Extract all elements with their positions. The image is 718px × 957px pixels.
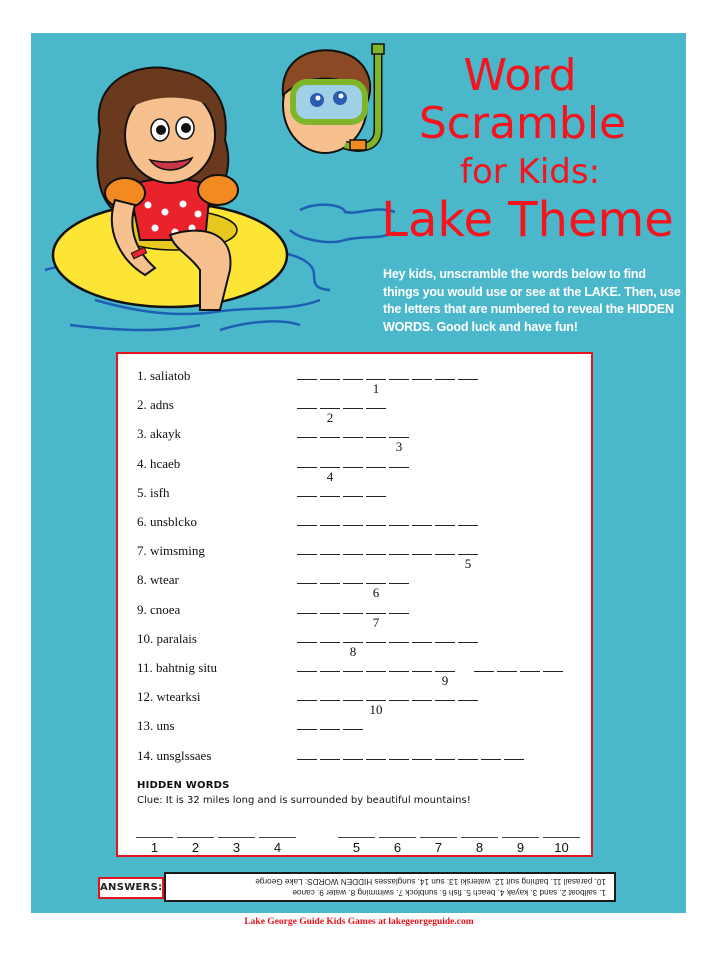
answer-blank[interactable]	[458, 700, 478, 701]
answer-blank[interactable]	[366, 613, 386, 614]
answers-line-1: 1. sailboat 2. sand 3. kayak 4. beach 5. fish 6. sunblock 7. swimming 8. water 9. canoe	[292, 888, 606, 897]
answer-blank[interactable]	[389, 467, 409, 468]
answer-blank[interactable]	[343, 467, 363, 468]
hidden-letter-number: 5	[352, 840, 361, 855]
answer-blank[interactable]	[343, 496, 363, 497]
hidden-words-title: HIDDEN WORDS	[137, 780, 230, 791]
answer-blank[interactable]	[412, 700, 432, 701]
answer-blank[interactable]	[497, 671, 517, 672]
letter-index-number: 1	[372, 381, 380, 396]
answer-blank[interactable]	[389, 379, 409, 380]
hidden-letter-blank[interactable]	[543, 837, 580, 838]
answer-blank[interactable]	[458, 554, 478, 555]
answer-blank[interactable]	[320, 583, 340, 584]
answer-blank[interactable]	[320, 379, 340, 380]
title-lake-theme: Lake Theme	[381, 192, 674, 248]
answer-blank[interactable]	[389, 759, 409, 760]
answer-blank[interactable]	[389, 554, 409, 555]
answer-blank[interactable]	[320, 613, 340, 614]
answer-blank[interactable]	[366, 759, 386, 760]
answer-blank[interactable]	[543, 671, 563, 672]
hidden-letter-number: 4	[273, 840, 282, 855]
answer-blank[interactable]	[366, 554, 386, 555]
answer-blank[interactable]	[320, 642, 340, 643]
answer-blank[interactable]	[343, 729, 363, 730]
answer-blank[interactable]	[366, 379, 386, 380]
answers-label: ANSWERS:	[98, 877, 164, 899]
answer-blank[interactable]	[297, 583, 317, 584]
answer-blank[interactable]	[435, 642, 455, 643]
puzzle-item-5: 5. isfh	[137, 484, 170, 500]
answer-blank[interactable]	[343, 408, 363, 409]
answer-blank[interactable]	[435, 759, 455, 760]
letter-index-number: 2	[326, 410, 334, 426]
answer-blank[interactable]	[458, 642, 478, 643]
puzzle-item-14: 14. unsglssaes	[137, 747, 212, 763]
puzzle-item-12: 12. wtearksi	[137, 689, 201, 705]
answer-blank[interactable]	[343, 525, 363, 526]
answer-blank[interactable]	[343, 700, 363, 701]
answer-blank[interactable]	[458, 379, 478, 380]
answer-blank[interactable]	[435, 525, 455, 526]
hidden-letter-number: 6	[393, 840, 402, 855]
answer-blank[interactable]	[458, 759, 478, 760]
hidden-letter-blank[interactable]	[338, 837, 375, 838]
answer-blank[interactable]	[343, 379, 363, 380]
hidden-letter-number: 8	[475, 840, 484, 855]
answer-blank[interactable]	[297, 729, 317, 730]
answer-blank[interactable]	[412, 671, 432, 672]
answer-blank[interactable]	[389, 642, 409, 643]
answer-blank[interactable]	[366, 583, 386, 584]
answer-blank[interactable]	[343, 437, 363, 438]
title-for-kids: for Kids:	[459, 152, 601, 192]
answer-blank[interactable]	[320, 554, 340, 555]
answer-blank[interactable]	[389, 613, 409, 614]
answer-blank[interactable]	[520, 671, 540, 672]
answer-blank[interactable]	[366, 642, 386, 643]
answer-blank[interactable]	[435, 700, 455, 701]
puzzle-item-13: 13. uns	[137, 718, 175, 734]
hidden-letter-number: 1	[150, 840, 159, 855]
hidden-letter-blank[interactable]	[136, 837, 173, 838]
answer-blank[interactable]	[297, 613, 317, 614]
puzzle-item-6: 6. unsblcko	[137, 514, 197, 529]
answer-blank[interactable]	[297, 700, 317, 701]
answer-blank[interactable]	[389, 700, 409, 701]
answer-blank[interactable]	[412, 642, 432, 643]
answer-blank[interactable]	[297, 671, 317, 672]
hidden-letter-blank[interactable]	[259, 837, 296, 838]
puzzle-item-4: 4. hcaeb	[137, 455, 181, 471]
answer-blank[interactable]	[366, 700, 386, 701]
answer-blank[interactable]	[343, 554, 363, 555]
answer-blank[interactable]	[297, 408, 317, 409]
hidden-letter-number: 7	[434, 840, 443, 855]
answer-blank[interactable]	[366, 408, 386, 409]
answer-blank[interactable]	[320, 525, 340, 526]
answer-blank[interactable]	[343, 583, 363, 584]
answer-blank[interactable]	[435, 554, 455, 555]
answer-blank[interactable]	[320, 467, 340, 468]
answers-box-upside-down	[164, 872, 616, 902]
answer-blank[interactable]	[389, 583, 409, 584]
answer-blank[interactable]	[297, 496, 317, 497]
answer-blank[interactable]	[297, 467, 317, 468]
letter-index-number: 4	[326, 468, 334, 484]
letter-index-number: 3	[395, 439, 403, 455]
answers-line-2: 10. parasail 11. bathing suit 12. waterski 13. sun 14. sunglasses HIDDEN WORDS: Lake George	[255, 877, 606, 886]
hidden-letter-blank[interactable]	[502, 837, 539, 838]
title-scramble: Scramble	[418, 98, 627, 149]
answer-blank[interactable]	[343, 613, 363, 614]
footer-credit: Lake George Guide Kids Games at lakegeorgeguide.com	[244, 917, 474, 927]
hidden-letter-blank[interactable]	[461, 837, 498, 838]
hidden-letter-number: 10	[554, 840, 569, 855]
answer-blank[interactable]	[412, 759, 432, 760]
puzzle-item-10: 10. paralais	[137, 630, 197, 646]
answer-blank[interactable]	[297, 437, 317, 438]
hidden-letter-blank[interactable]	[379, 837, 416, 838]
puzzle-item-7: 7. wimsming	[137, 543, 205, 559]
instructions-text: Hey kids, unscramble the words below to find things you would use or see at the LAKE. Then, use the letters that are numbered to reveal the HIDDEN WORDS. Good luck and have fun!	[383, 267, 681, 334]
answer-blank[interactable]	[366, 525, 386, 526]
answer-blank[interactable]	[474, 671, 494, 672]
letter-index-number: 10	[369, 702, 383, 718]
answer-blank[interactable]	[389, 671, 409, 672]
answer-blank[interactable]	[320, 759, 340, 760]
letter-index-number: 8	[349, 643, 357, 659]
answer-blank[interactable]	[297, 525, 317, 526]
answer-blank[interactable]	[481, 759, 501, 760]
puzzle-item-3: 3. akayk	[137, 426, 182, 442]
answer-blank[interactable]	[297, 759, 317, 760]
answer-blank[interactable]	[412, 554, 432, 555]
answer-blank[interactable]	[389, 525, 409, 526]
hidden-letter-blank[interactable]	[177, 837, 214, 838]
puzzle-item-2: 2. adns	[137, 397, 174, 413]
answer-blank[interactable]	[320, 700, 340, 701]
hidden-letter-blank[interactable]	[420, 837, 457, 838]
answer-blank[interactable]	[366, 467, 386, 468]
puzzle-item-8: 8. wtear	[137, 572, 179, 588]
puzzle-item-1: 1. saliatob	[137, 368, 191, 383]
answer-blank[interactable]	[320, 729, 340, 730]
answer-blank[interactable]	[343, 759, 363, 760]
answer-blank[interactable]	[320, 671, 340, 672]
answer-blank[interactable]	[366, 437, 386, 438]
answer-blank[interactable]	[504, 759, 524, 760]
answer-blank[interactable]	[435, 671, 455, 672]
hidden-letter-number: 9	[516, 840, 525, 855]
letter-index-number: 7	[372, 614, 380, 630]
answer-blank[interactable]	[297, 554, 317, 555]
hidden-words-clue: Clue: It is 32 miles long and is surrounded by beautiful mountains!	[137, 795, 471, 806]
hidden-letter-number: 3	[232, 840, 241, 855]
answer-blank[interactable]	[366, 496, 386, 497]
answer-blank[interactable]	[435, 379, 455, 380]
answer-blank[interactable]	[343, 642, 363, 643]
hidden-letter-blank[interactable]	[218, 837, 255, 838]
answer-blank[interactable]	[458, 525, 478, 526]
answer-blank[interactable]	[320, 408, 340, 409]
letter-index-number: 6	[372, 585, 380, 601]
hidden-letter-number: 2	[191, 840, 200, 855]
answer-blank[interactable]	[320, 496, 340, 497]
puzzle-item-9: 9. cnoea	[137, 601, 181, 617]
letter-index-number: 9	[441, 673, 449, 688]
answer-blank[interactable]	[297, 642, 317, 643]
puzzle-item-11: 11. bahtnig situ	[137, 660, 218, 675]
answer-blank[interactable]	[343, 671, 363, 672]
answer-blank[interactable]	[297, 379, 317, 380]
answer-blank[interactable]	[366, 671, 386, 672]
title-word: Word	[463, 50, 577, 101]
answer-blank[interactable]	[320, 437, 340, 438]
letter-index-number: 5	[464, 556, 472, 572]
answer-blank[interactable]	[389, 437, 409, 438]
answer-blank[interactable]	[412, 379, 432, 380]
answer-blank[interactable]	[412, 525, 432, 526]
